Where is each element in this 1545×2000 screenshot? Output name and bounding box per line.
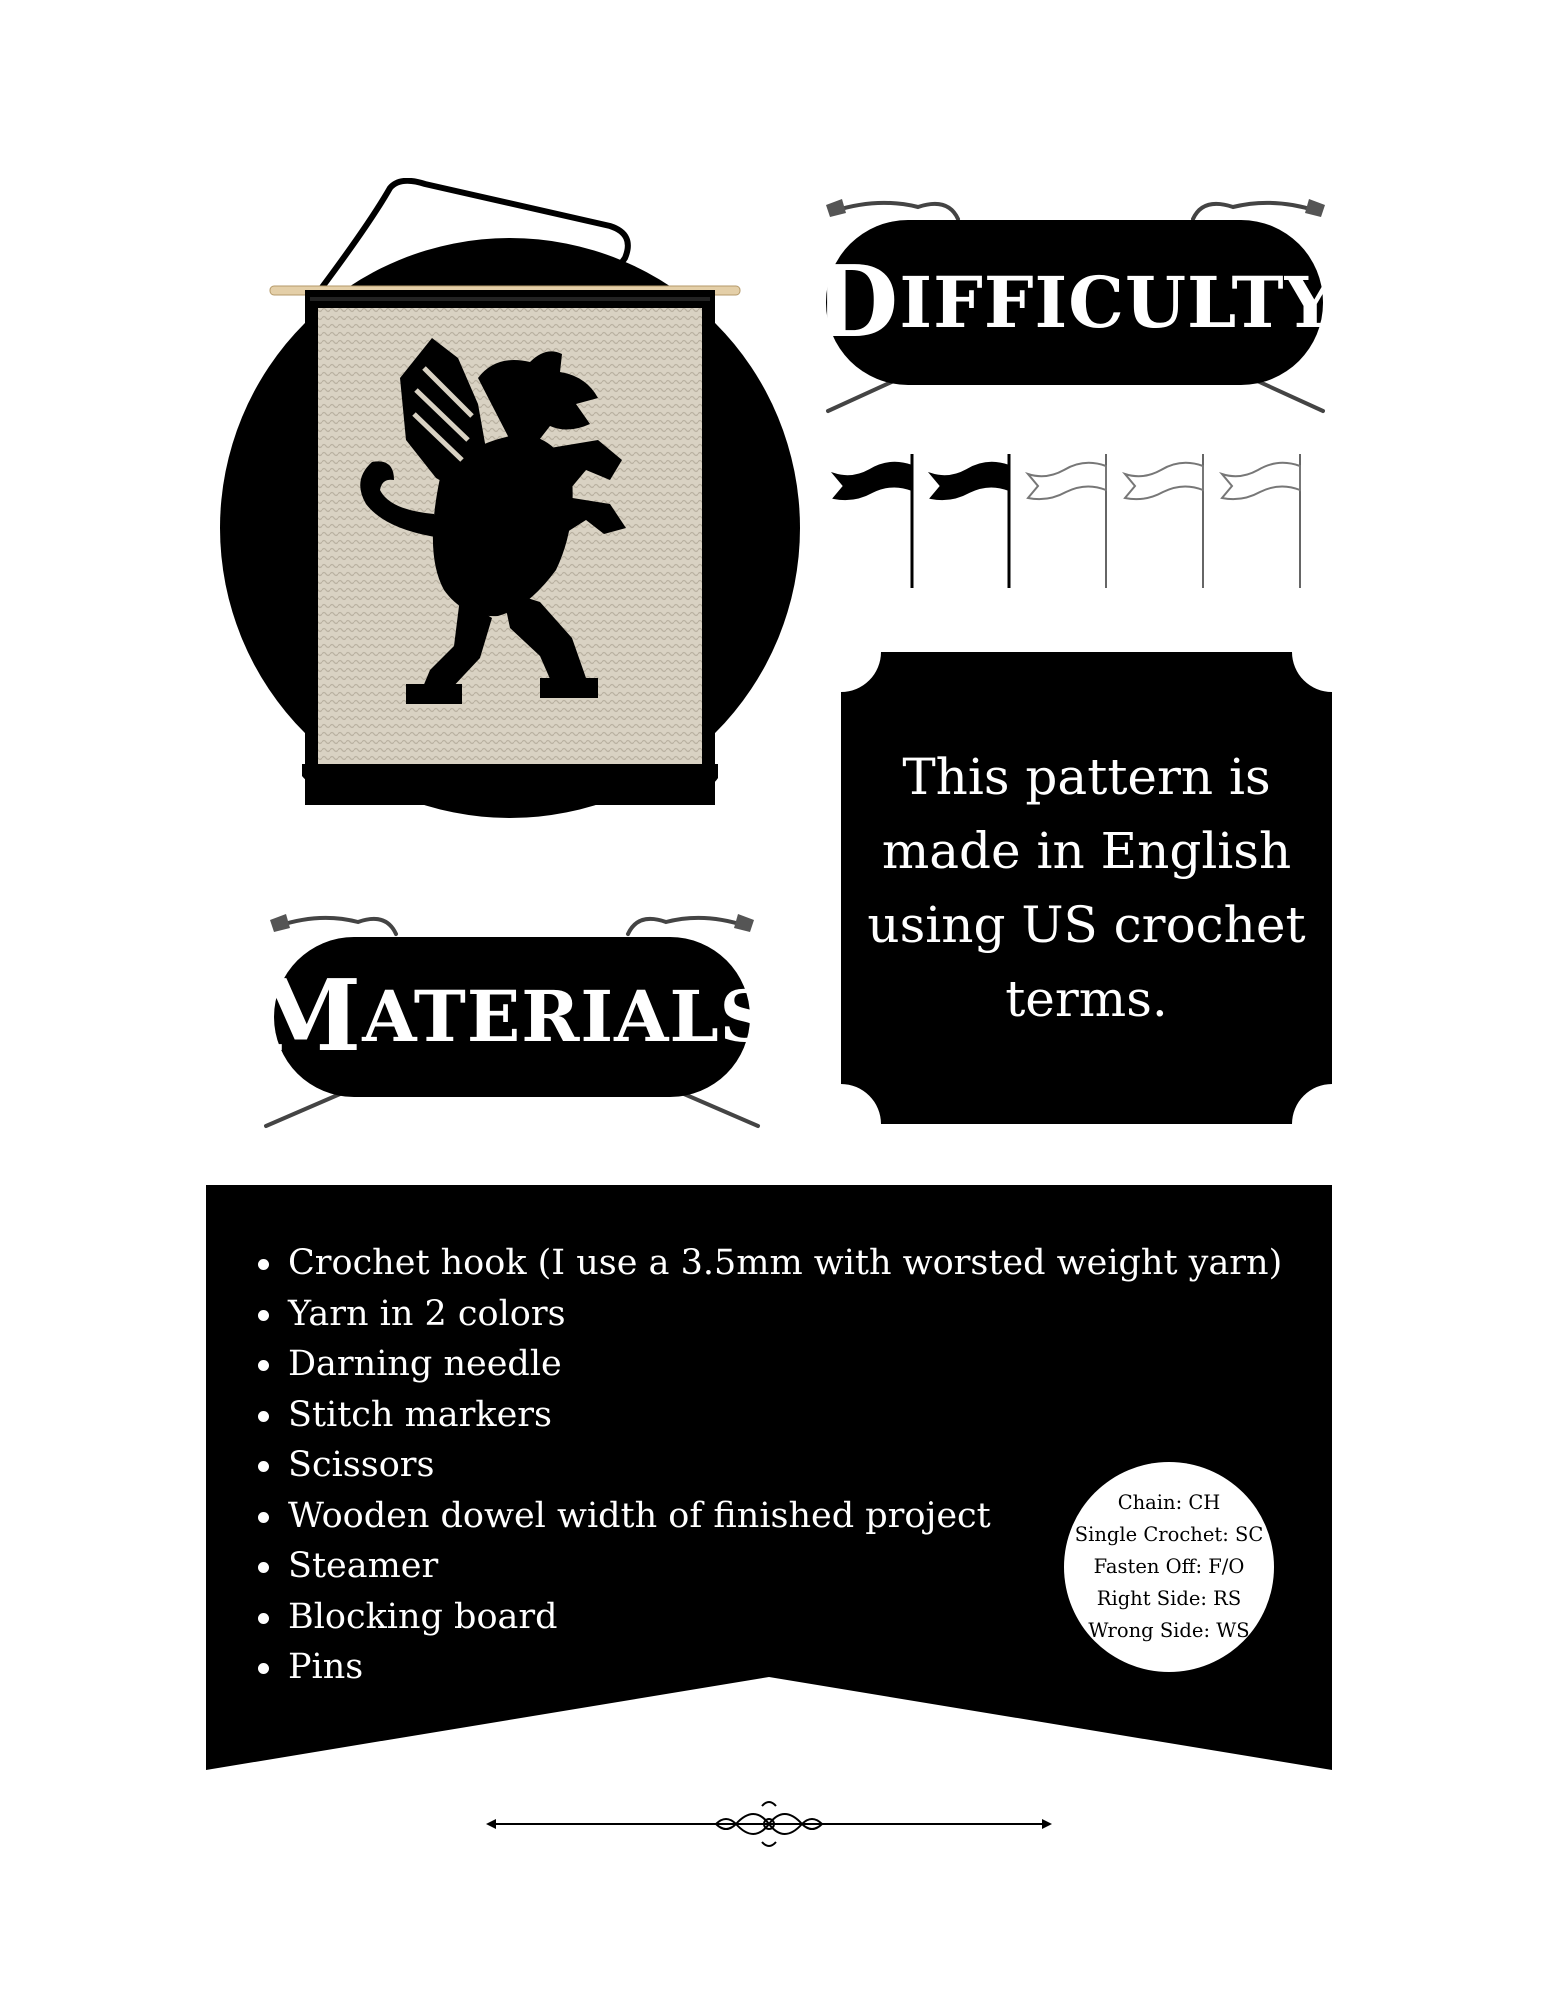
griffin-tapestry-image xyxy=(210,178,810,828)
ornamental-divider xyxy=(486,1796,1052,1852)
list-item: Pins xyxy=(256,1642,1282,1693)
flag-filled-icon xyxy=(834,454,912,588)
list-item: Yarn in 2 colors xyxy=(256,1289,1282,1340)
materials-heading xyxy=(252,937,772,1097)
difficulty-rating-flags xyxy=(830,452,1320,592)
abbreviation-item: Fasten Off: F/O xyxy=(1093,1555,1245,1578)
abbreviation-item: Single Crochet: SC xyxy=(1074,1523,1264,1546)
difficulty-heading-rest: IFFICULTY xyxy=(899,260,1336,344)
flag-empty-icon xyxy=(1125,454,1203,588)
list-item: Darning needle xyxy=(256,1339,1282,1390)
list-item: Steamer xyxy=(256,1541,1282,1592)
difficulty-heading xyxy=(813,220,1336,385)
list-item: Stitch markers xyxy=(256,1390,1282,1441)
difficulty-heading-initial: D xyxy=(813,244,900,360)
flag-filled-icon xyxy=(931,454,1009,588)
materials-heading-rest: ATERIALS xyxy=(362,975,772,1058)
list-item: Scissors xyxy=(256,1440,1282,1491)
flag-empty-icon xyxy=(1028,454,1106,588)
flag-empty-icon xyxy=(1222,454,1300,588)
abbreviations-circle xyxy=(1064,1462,1274,1672)
abbreviation-item: Wrong Side: WS xyxy=(1088,1619,1250,1642)
language-note-text: This pattern is made in English using US crochet terms. xyxy=(867,748,1306,1028)
language-note-box xyxy=(841,652,1332,1124)
abbreviation-item: Right Side: RS xyxy=(1096,1587,1242,1610)
materials-heading-initial: M xyxy=(252,959,363,1074)
abbreviation-item: Chain: CH xyxy=(1117,1491,1221,1514)
list-item: Blocking board xyxy=(256,1592,1282,1643)
list-item: Wooden dowel width of finished project xyxy=(256,1491,1282,1542)
list-item: Crochet hook (I use a 3.5mm with worsted weight yarn) xyxy=(256,1238,1282,1289)
